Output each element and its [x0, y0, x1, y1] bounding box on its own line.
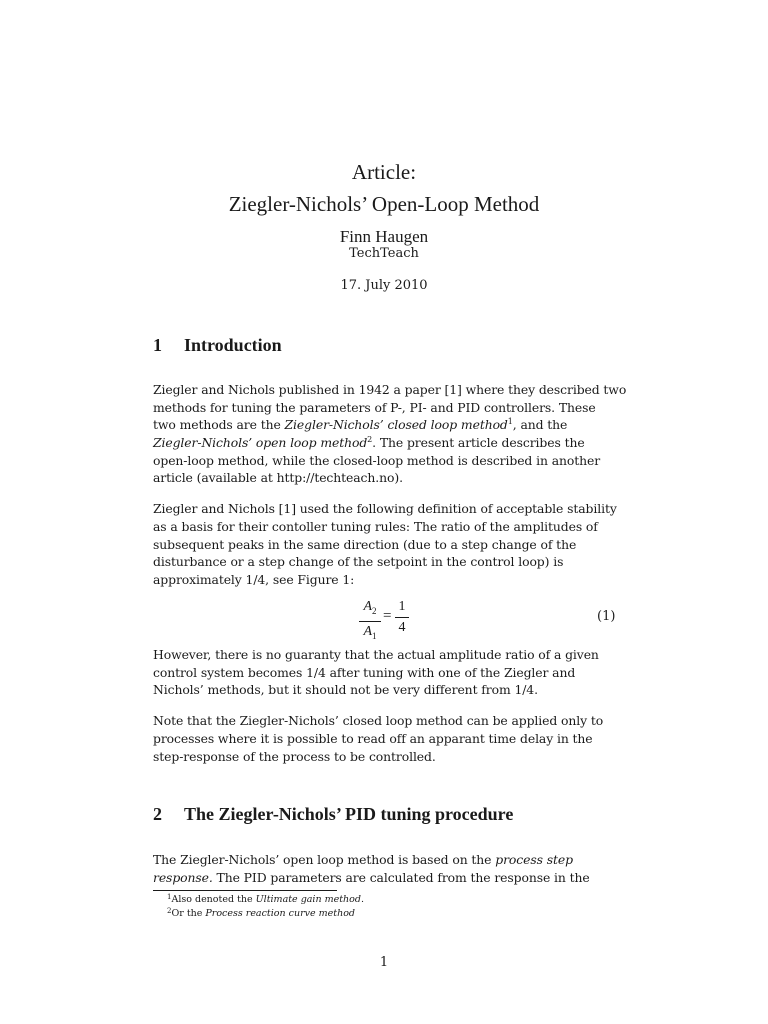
section-title: The Ziegler-Nichols’ PID tuning procedure: [184, 804, 514, 824]
sec2-p1-line1: [153, 851, 573, 868]
intro-p1-line4: [153, 434, 585, 451]
intro-p4-line3: step-response of the process to be controlled.: [153, 749, 436, 764]
intro-p1-line1: Ziegler and Nichols published in 1942 a paper [1] where they described two: [153, 382, 627, 397]
fraction-numerator: [359, 598, 381, 620]
footnote-1: [167, 893, 364, 906]
intro-p1-line5: open-loop method, while the closed-loop method is described in another: [153, 453, 601, 468]
equation-amplitude-ratio: [355, 598, 415, 641]
intro-p2-line5: approximately 1/4, see Figure 1:: [153, 572, 355, 587]
author-affiliation: TechTeach: [349, 246, 419, 261]
response-term: response.: [153, 870, 213, 885]
subscript: 2: [372, 605, 377, 616]
intro-p4-line1: Note that the Ziegler-Nichols’ closed loop method can be applied only to: [153, 713, 604, 728]
text-run: The Ziegler-Nichols’ open loop method is based on the: [153, 852, 496, 867]
text-run: . The present article describes the: [372, 435, 585, 450]
equals-sign: =: [383, 608, 392, 624]
intro-p2-line2: as a basis for their contoller tuning rules: The ratio of the amplitudes of: [153, 519, 598, 534]
article-title-line2: Ziegler-Nichols’ Open-Loop Method: [228, 192, 540, 216]
footnote-rule: [153, 890, 337, 891]
symbol-a: A: [363, 599, 373, 614]
intro-p3-line2: control system becomes 1/4 after tuning with one of the Ziegler and: [153, 665, 576, 680]
intro-p3-line1: However, there is no guaranty that the actual amplitude ratio of a given: [153, 647, 599, 662]
text-run: two methods are the: [153, 417, 285, 432]
intro-p4-line2: processes where it is possible to read off an apparant time delay in the: [153, 731, 593, 746]
text-run: .: [360, 894, 365, 905]
fraction-denominator: [359, 623, 381, 645]
intro-p1-line6: article (available at http://techteach.no).: [153, 470, 403, 485]
equation-number: (1): [597, 609, 616, 624]
fraction-denominator: 4: [398, 620, 406, 635]
section-heading-pid-tuning: [153, 803, 513, 825]
intro-p3-line3: Nichols’ methods, but it should not be very different from 1/4.: [153, 682, 538, 697]
article-title-line1: Article:: [351, 160, 417, 184]
footnote-mark: 1: [167, 893, 172, 901]
fraction-bar: [395, 617, 409, 618]
text-run: Or the: [171, 908, 206, 919]
footnote-2: [167, 907, 355, 920]
fraction-one-quarter: [395, 598, 409, 637]
intro-p2-line1: Ziegler and Nichols [1] used the following definition of acceptable stability: [153, 501, 617, 516]
process-step-term: process step: [495, 852, 573, 867]
section-number: 1: [153, 335, 162, 355]
footnote-ref-2: 2: [367, 435, 373, 444]
text-run: Also denoted the: [171, 894, 256, 905]
symbol-a: A: [363, 623, 373, 639]
footnote-ref-1: 1: [507, 417, 513, 426]
fraction-bar: [359, 621, 381, 622]
text-run: The PID parameters are calculated from the response in the: [212, 870, 590, 885]
sec2-p1-line2: [153, 869, 590, 886]
section-heading-introduction: [153, 334, 282, 356]
subscript: 1: [372, 630, 377, 641]
intro-p2-line4: disturbance or a step change of the setpoint in the control loop) is: [153, 554, 564, 569]
intro-p1-line3: [153, 416, 567, 433]
section-number: 2: [153, 804, 162, 824]
footnote-mark: 2: [167, 907, 172, 915]
footnote-emphasis: Ultimate gain method: [255, 894, 361, 905]
publication-date: 17. July 2010: [340, 278, 428, 293]
intro-p1-line2: methods for tuning the parameters of P-, PI- and PID controllers. These: [153, 400, 596, 415]
intro-p2-line3: subsequent peaks in the same direction (due to a step change of the: [153, 537, 577, 552]
page-number: 1: [379, 955, 389, 970]
fraction-numerator: 1: [398, 599, 406, 614]
closed-loop-method-term: Ziegler-Nichols’ closed loop method: [284, 417, 508, 432]
open-loop-method-term: Ziegler-Nichols’ open loop method: [153, 435, 368, 450]
section-title: Introduction: [184, 335, 282, 355]
text-run: , and the: [512, 417, 568, 432]
author-name: Finn Haugen: [339, 227, 429, 246]
fraction-a2-over-a1: [359, 598, 381, 645]
footnote-emphasis: Process reaction curve method: [205, 908, 355, 919]
